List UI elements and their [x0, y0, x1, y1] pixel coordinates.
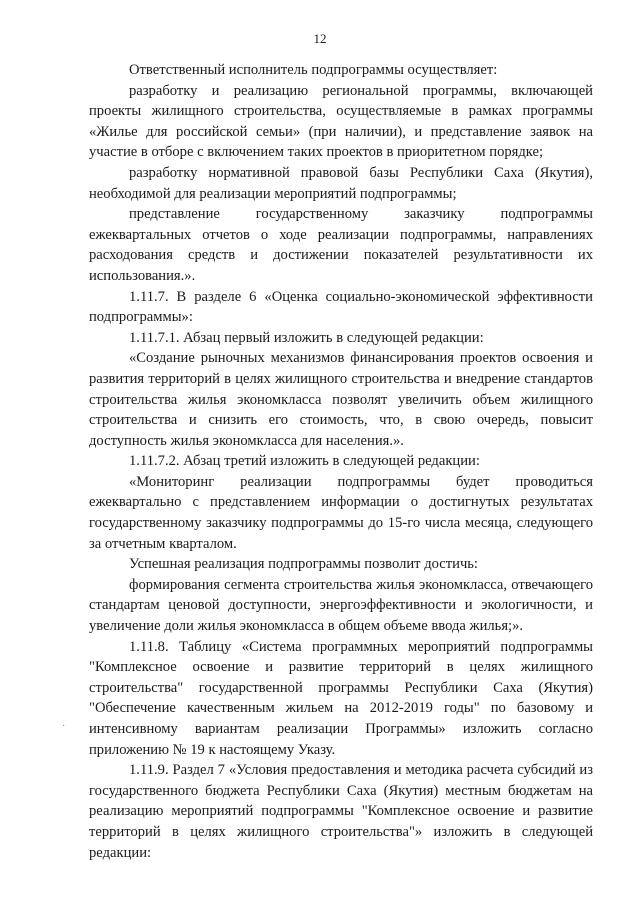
- paragraph: 1.11.7. В разделе 6 «Оценка социально-экономической эффективности подпрограммы»:: [89, 288, 593, 326]
- page-number: 12: [313, 31, 327, 46]
- paragraph: 1.11.9. Раздел 7 «Условия предоставления и методика расчета субсидий из государственного бюджета Республики Саха (Якутия) местным бюджетам на реализацию мероприятий подпрограммы "Комплексное освоение и развитие территорий в целях жилищного строительства"» изложить в следующей редакции:: [89, 762, 593, 861]
- paragraph: 1.11.7.2. Абзац третий изложить в следующей редакции:: [129, 453, 480, 470]
- paragraph: разработку нормативной правовой базы Республики Саха (Якутия), необходимой для реализации мероприятий подпрограммы;: [89, 164, 593, 202]
- paragraph: «Создание рыночных механизмов финансирования проектов освоения и развития территорий в целях жилищного строительства и внедрение стандартов строительства жилья экономкласса позволят увеличить объем жилищного строительства и снизить его стоимость, что, в свою очередь, повысит доступность жилья экономкласса для населения.».: [89, 350, 593, 449]
- paragraph: 1.11.8. Таблицу «Система программных мероприятий подпрограммы "Комплексное освоение и развитие территорий в целях жилищного строительства" государственной программы Республики Саха (Якутия) "Обеспечение качественным жильем на 2012-2019 годы" по базовому и интенсивному вариантам реализации Программы» изложить согласно приложению № 19 к настоящему Указу.: [89, 638, 593, 758]
- paragraph: Ответственный исполнитель подпрограммы осуществляет:: [129, 62, 498, 78]
- paragraph: представление государственному заказчику подпрограммы ежеквартальных отчетов о ходе реализации подпрограммы, направлениях расходования средств и достижении показателей результативности их использования.».: [89, 206, 593, 284]
- margin-mark: ·: [62, 721, 66, 732]
- paragraph: разработку и реализацию региональной программы, включающей проекты жилищного строительства, осуществляемые в рамках программы «Жилье для российской семьи» (при наличии), и представление заявок на участие в отборе с включением таких проектов в приоритетном порядке;: [89, 82, 593, 161]
- paragraph: формирования сегмента строительства жилья экономкласса, отвечающего стандартам ценовой доступности, энергоэффективности и экологичности, и увеличение доли жилья экономкласса в общем объеме ввода жилья;».: [89, 576, 593, 635]
- paragraph: «Мониторинг реализации подпрограммы будет проводиться ежеквартально с представлением информации о достигнутых результатах государственному заказчику подпрограммы до 15-го числа месяца, следующего за отчетным кварталом.: [89, 473, 593, 552]
- paragraph: Успешная реализация подпрограммы позволит достичь:: [129, 556, 478, 573]
- paragraph: 1.11.7.1. Абзац первый изложить в следующей редакции:: [129, 329, 484, 346]
- document-body: [89, 60, 593, 863]
